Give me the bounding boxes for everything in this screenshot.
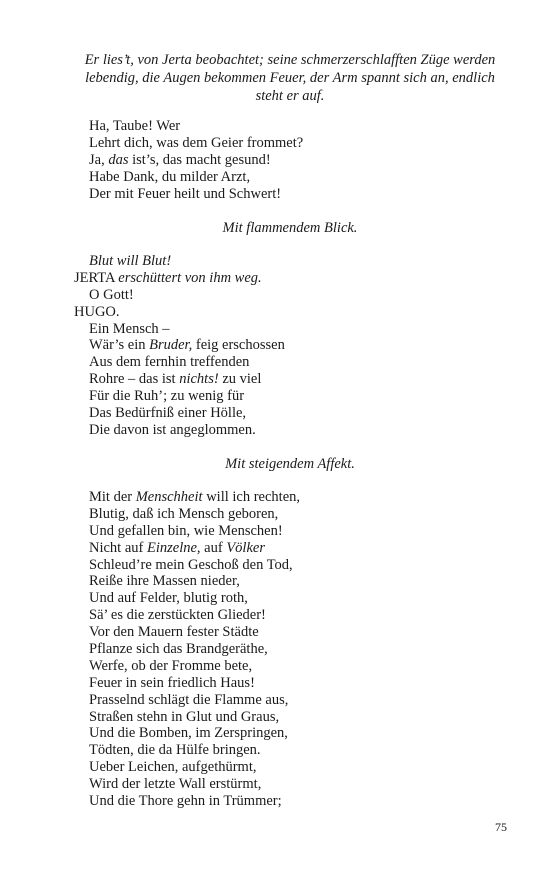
emphasis-text: Bruder, (149, 337, 193, 354)
line-text: HUGO. (74, 303, 120, 320)
verse-line (74, 557, 514, 574)
line-text: Straßen stehn in Glut und Graus, (89, 708, 280, 725)
page-number: 75 (495, 820, 507, 834)
emphasis-text: Menschheit (135, 489, 203, 505)
verse-line (74, 253, 514, 270)
line-text: Ha, Taube! Wer (89, 118, 181, 134)
emphasis-text: erschüttert von ihm weg. (118, 269, 262, 286)
line-text: Pflanze sich das Brandgeräthe, (89, 641, 268, 658)
line-text: O Gott! (89, 286, 134, 303)
verse-line (74, 658, 514, 675)
verse-line (74, 405, 514, 422)
line-text: Rohre – das ist (89, 371, 180, 388)
verse-line (74, 337, 514, 354)
line-text: Das Bedürfniß einer Hölle, (89, 405, 247, 422)
verse-line (74, 135, 514, 152)
emphasis-text: nichts! (179, 371, 219, 388)
line-text: Prasselnd schlägt die Flamme aus, (89, 691, 289, 708)
verse-line (74, 692, 514, 709)
verse-line (74, 152, 514, 169)
stage-direction-steigend: Mit steigendem Affekt. (225, 456, 355, 472)
line-text: Wird der letzte Wall erstürmt, (89, 776, 262, 793)
line-text: Aus dem fernhin treffenden (89, 354, 250, 371)
line-text: Und die Thore gehn in Trümmer; (89, 793, 282, 810)
emphasis-text: Völker (226, 539, 265, 556)
line-text: auf (200, 539, 227, 556)
verse-line (74, 422, 514, 439)
verse-line (74, 675, 514, 692)
verse-line (74, 388, 514, 405)
stage-direction-intro: Er lies’t, von Jerta beobachtet; seine schmerzerschlafften Züge werden lebendig, die Augen bekommen Feuer, der Arm spannt sich an, endlich steht er auf. (84, 52, 496, 104)
line-text: Vor den Mauern fester Städte (89, 624, 259, 641)
verse-line (74, 793, 514, 810)
verse-line (74, 489, 514, 506)
line-text: Wär’s ein (89, 337, 150, 354)
verse-line (74, 371, 514, 388)
line-text: Lehrt dich, was dem Geier frommet? (89, 134, 304, 151)
verse-block-1 (74, 118, 514, 202)
verse-line (74, 776, 514, 793)
verse-line (74, 169, 514, 186)
verse-line (74, 354, 514, 371)
line-text: zu viel (218, 371, 262, 388)
line-text: Der mit Feuer heilt und Schwert! (89, 185, 282, 202)
line-text: Nicht auf (89, 539, 147, 556)
verse-line (74, 523, 514, 540)
line-text: ist’s, das macht gesund! (128, 151, 271, 168)
line-text: Ja, (89, 151, 109, 168)
verse-line (74, 186, 514, 203)
line-text: Und gefallen bin, wie Menschen! (89, 522, 283, 539)
line-text: Ein Mensch – (89, 320, 170, 337)
verse-line (74, 624, 514, 641)
emphasis-text: Blut will Blut! (89, 253, 172, 269)
line-text: Habe Dank, du milder Arzt, (89, 168, 251, 185)
line-text: Für die Ruh’; zu wenig für (89, 388, 245, 405)
line-text: Mit der (89, 489, 136, 505)
line-text: Und auf Felder, blutig roth, (89, 590, 248, 607)
verse-block-3 (74, 489, 514, 810)
line-text: Tödten, die da Hülfe bringen. (89, 742, 261, 759)
verse-line (74, 287, 514, 304)
verse-line (74, 321, 514, 338)
stage-direction-flammend: Mit flammendem Blick. (222, 220, 358, 236)
verse-line (74, 304, 514, 321)
line-text: Werfe, ob der Fromme bete, (89, 657, 253, 674)
line-text: Ueber Leichen, aufgethürmt, (89, 759, 257, 776)
verse-line (74, 573, 514, 590)
line-text: will ich rechten, (202, 489, 300, 505)
verse-line (74, 641, 514, 658)
verse-line (74, 540, 514, 557)
verse-line (74, 590, 514, 607)
line-text: Sä’ es die zerstückten Glieder! (89, 607, 266, 624)
verse-line (74, 118, 514, 135)
emphasis-text: das (108, 151, 129, 168)
line-text: Die davon ist angeglommen. (89, 421, 256, 438)
verse-line (74, 725, 514, 742)
line-text: Schleud’re mein Geschoß den Tod, (89, 556, 293, 573)
verse-line (74, 270, 514, 287)
line-text: Reiße ihre Massen nieder, (89, 573, 240, 590)
verse-line (74, 506, 514, 523)
line-text: Und die Bomben, im Zerspringen, (89, 725, 288, 742)
line-text: Feuer in sein friedlich Haus! (89, 674, 255, 691)
line-text: feig erschossen (192, 337, 285, 354)
line-text: JERTA (74, 269, 119, 286)
verse-line (74, 709, 514, 726)
verse-line (74, 742, 514, 759)
verse-line (74, 607, 514, 624)
verse-line (74, 759, 514, 776)
verse-block-2 (74, 253, 514, 439)
emphasis-text: Einzelne, (146, 539, 201, 556)
line-text: Blutig, daß ich Mensch geboren, (89, 505, 279, 522)
